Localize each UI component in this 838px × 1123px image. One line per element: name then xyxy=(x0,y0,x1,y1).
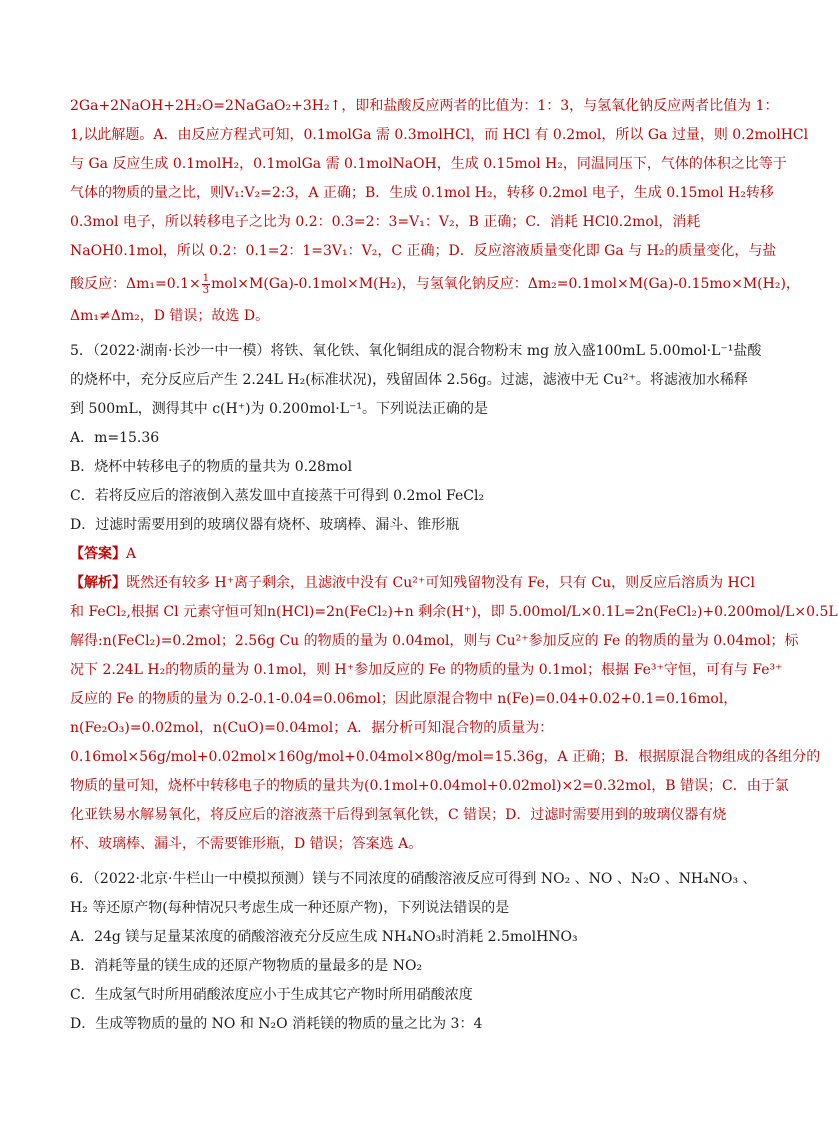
analysis-line: 反应的 Fe 的物质的量为 0.2-0.1-0.04=0.06mol；因此原混合物中 n(Fe)=0.04+0.02+0.1=0.16mol， xyxy=(70,691,738,707)
option-d: D．生成等物质的量的 NO 和 N₂O 消耗镁的物质的量之比为 3：4 xyxy=(70,1016,483,1032)
fraction-denominator: 3 xyxy=(202,284,210,296)
analysis-line: 0.16mol×56g/mol+0.02mol×160g/mol+0.04mol×80g/mol=15.36g，A 正确；B．根据原混合物组成的各组分的 xyxy=(70,749,821,765)
analysis-line: n(Fe₂O₃)=0.02mol，n(CuO)=0.04mol；A．据分析可知混合物的质量为： xyxy=(70,720,554,736)
solution-line: 与 Ga 反应生成 0.1molH₂，0.1molGa 需 0.1molNaOH，生成 0.15mol H₂，同温同压下，气体的体积之比等于 xyxy=(70,156,787,172)
answer-line xyxy=(70,540,724,569)
option-d: D．过滤时需要用到的玻璃仪器有烧杯、玻璃棒、漏斗、锥形瓶 xyxy=(70,517,460,533)
analysis-line: 化亚铁易水解易氧化，将反应后的溶液蒸干后得到氢氧化铁，C 错误；D．过滤时需要用到的玻璃仪器有烧 xyxy=(70,807,727,823)
question-5 xyxy=(70,337,838,859)
option-b: B．烧杯中转移电子的物质的量共为 0.28mol xyxy=(70,459,353,475)
analysis-line: 况下 2.24L H₂的物质的量为 0.1mol，则 H⁺参加反应的 Fe 的物质的量为 0.1mol；根据 Fe³⁺守恒，可有与 Fe³⁺ xyxy=(70,662,783,678)
option-b: B．消耗等量的镁生成的还原产物物质的量最多的是 NO₂ xyxy=(70,958,423,974)
analysis-block xyxy=(70,569,838,859)
option-a: A．24g 镁与足量某浓度的硝酸溶液充分反应生成 NH₄NO₃时消耗 2.5molHNO₃ xyxy=(70,929,578,945)
question-stem-line: 的烧杯中，充分反应后产生 2.24L H₂(标准状况)，残留固体 2.56g。过滤，滤液中无 Cu²⁺。将滤液加水稀释 xyxy=(70,372,748,388)
question-stem-line: H₂ 等还原产物(每种情况只考虑生成一种还原产物)，下列说法错误的是 xyxy=(70,900,510,916)
solution-line: Δm₁≠Δm₂，D 错误；故选 D。 xyxy=(70,308,270,324)
option-c: C．生成氢气时所用硝酸浓度应小于生成其它产物时所用硝酸浓度 xyxy=(70,987,473,1003)
option-a: A．m=15.36 xyxy=(70,430,160,446)
solution-fragment: mol×M(Ga)-0.1mol×M(H₂)，与氢氧化钠反应：Δm₂=0.1mol×M(Ga)-0.15mo×M(H₂)， xyxy=(211,276,800,292)
solution-line: 气体的物质的量之比，则V₁:V₂=2:3，A 正确；B．生成 0.1mol H₂，转移 0.2mol 电子，生成 0.15mol H₂转移 xyxy=(70,185,774,201)
option-c: C．若将反应后的溶液倒入蒸发皿中直接蒸干可得到 0.2mol FeCl₂ xyxy=(70,488,485,504)
analysis-label: 【解析】 xyxy=(70,575,126,591)
analysis-line: 物质的量可知，烧杯中转移电子的物质的量共为(0.1mol+0.04mol+0.02mol)×2=0.32mol，B 错误；C．由于氯 xyxy=(70,778,789,794)
analysis-text: 既然还有较多 H⁺离子剩余，且滤液中没有 Cu²⁺可知残留物没有 Fe，只有 Cu，则反应后溶质为 HCl xyxy=(126,575,755,591)
solution-line: NaOH0.1mol，所以 0.2：0.1=2：1=3V₁：V₂，C 正确；D．反应溶液质量变化即 Ga 与 H₂的质量变化，与盐 xyxy=(70,243,777,259)
previous-solution xyxy=(70,92,809,331)
question-6 xyxy=(70,865,757,1039)
solution-fragment: 酸反应：Δm₁=0.1× xyxy=(70,276,201,292)
analysis-line: 杯、玻璃棒、漏斗，不需要锥形瓶，D 错误；答案选 A。 xyxy=(70,836,423,852)
solution-line-with-fraction xyxy=(70,266,800,302)
solution-line: 2Ga+2NaOH+2H₂O=2NaGaO₂+3H₂↑，即和盐酸反应两者的比值为：1：3，与氢氧化钠反应两者比值为 1： xyxy=(70,98,779,114)
fraction-one-third xyxy=(202,273,210,296)
solution-line: 0.3mol 电子，所以转移电子之比为 0.2：0.3=2：3=V₁：V₂，B 正确；C．消耗 HCl0.2mol，消耗 xyxy=(70,214,701,230)
analysis-line xyxy=(70,569,755,598)
analysis-line: 解得:n(FeCl₂)=0.2mol；2.56g Cu 的物质的量为 0.04mol，则与 Cu²⁺参加反应的 Fe 的物质的量为 0.04mol；标 xyxy=(70,633,799,649)
solution-line: 1,以此解题。A．由反应方程式可知，0.1molGa 需 0.3molHCl，而 HCl 有 0.2mol，所以 Ga 过量，则 0.2molHCl xyxy=(70,127,809,143)
question-stem-line: 6．（2022·北京·牛栏山一中模拟预测）镁与不同浓度的硝酸溶液反应可得到 NO₂ 、NO 、N₂O 、NH₄NO₃ 、 xyxy=(70,871,757,887)
analysis-line: 和 FeCl₂,根据 Cl 元素守恒可知n(HCl)=2n(FeCl₂)+n 剩余(H⁺)，即 5.00mol/L×0.1L=2n(FeCl₂)+0.200mol/L×0.5L xyxy=(70,604,838,620)
answer-label: 【答案】 xyxy=(70,546,126,562)
fraction-numerator: 1 xyxy=(202,272,210,284)
question-stem-line: 5．（2022·湖南·长沙一中一模）将铁、氧化铁、氧化铜组成的混合物粉末 mg 放入盛100mL 5.00mol·L⁻¹盐酸 xyxy=(70,343,762,359)
answer-value: A xyxy=(126,546,137,562)
question-stem-line: 到 500mL，测得其中 c(H⁺)为 0.200mol·L⁻¹。下列说法正确的是 xyxy=(70,401,489,417)
document-page xyxy=(70,92,838,1039)
